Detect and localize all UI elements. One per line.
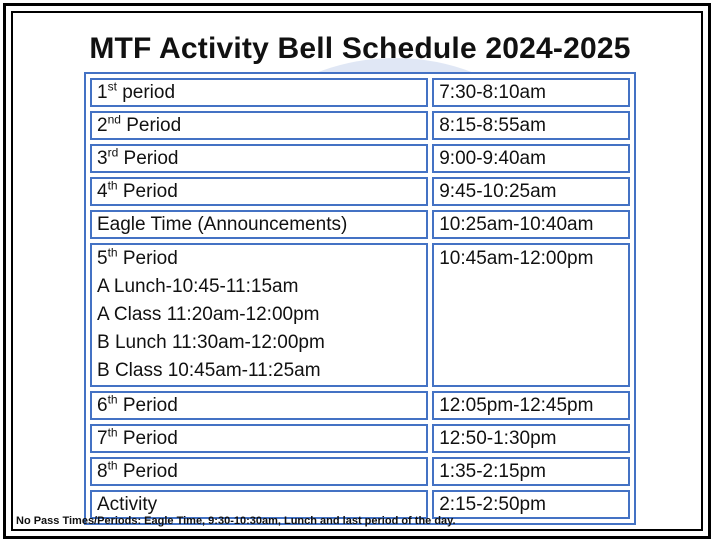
- period-label: Period: [118, 148, 179, 169]
- schedule-row: [90, 111, 630, 140]
- period-name: Eagle Time (Announcements): [97, 214, 348, 235]
- period-label: Period: [120, 115, 182, 136]
- ordinal-suffix: th: [107, 392, 118, 407]
- ordinal-suffix: nd: [107, 112, 121, 127]
- schedule-row: [90, 144, 630, 173]
- period-time-cell: [432, 490, 630, 519]
- schedule-row: [90, 243, 630, 387]
- schedule-row: [90, 457, 630, 486]
- lunch-detail-line: B Class 10:45am-11:25am: [97, 360, 321, 381]
- ordinal-suffix: th: [107, 458, 118, 473]
- period-time-cell: [432, 210, 630, 239]
- schedule-row: [90, 391, 630, 420]
- lunch-detail-line: A Lunch-10:45-11:15am: [97, 276, 299, 297]
- ordinal-suffix: st: [107, 79, 117, 94]
- period-number: 3: [97, 148, 108, 169]
- period-name: [97, 145, 179, 169]
- period-time-cell: [432, 457, 630, 486]
- period-name: [97, 79, 176, 103]
- period-name-cell: [90, 457, 428, 486]
- period-name: Activity: [97, 494, 158, 515]
- period-label: Period: [117, 461, 178, 482]
- period-time: 12:50-1:30pm: [439, 428, 557, 449]
- period-name-cell: [90, 210, 428, 239]
- period-name: [97, 178, 178, 202]
- period-time-cell: [432, 177, 630, 206]
- period-time-cell: [432, 243, 630, 387]
- ordinal-suffix: rd: [107, 145, 119, 160]
- period-number: 8: [97, 461, 108, 482]
- period-label: Period: [117, 428, 178, 449]
- period-label: Period: [117, 181, 178, 202]
- footnote: No Pass Times/Periods: Eagle Time, 9:30-10:30am, Lunch and last period of the day.: [16, 515, 456, 527]
- period-number: 2: [97, 115, 108, 136]
- schedule-row: [90, 424, 630, 453]
- period-time-cell: [432, 144, 630, 173]
- period-time: 9:45-10:25am: [439, 181, 557, 202]
- period-time-cell: [432, 424, 630, 453]
- period-name: [97, 112, 182, 136]
- schedule-row: [90, 210, 630, 239]
- period-name: [97, 458, 178, 482]
- period-time: 9:00-9:40am: [439, 148, 546, 169]
- period-number: 4: [97, 181, 108, 202]
- lunch-detail-line: A Class 11:20am-12:00pm: [97, 304, 320, 325]
- period-time: 1:35-2:15pm: [439, 461, 546, 482]
- period-time: 10:45am-12:00pm: [439, 248, 594, 269]
- period-time-cell: [432, 78, 630, 107]
- bell-schedule-table: [84, 72, 636, 525]
- period-name-cell: [90, 111, 428, 140]
- period-time-cell: [432, 391, 630, 420]
- period-time: 10:25am-10:40am: [439, 214, 594, 235]
- page-title: MTF Activity Bell Schedule 2024-2025: [89, 32, 631, 65]
- period-time: 2:15-2:50pm: [439, 494, 546, 515]
- period-number: 6: [97, 395, 108, 416]
- period-time: 8:15-8:55am: [439, 115, 546, 136]
- period-time-cell: [432, 111, 630, 140]
- period-label: Period: [117, 248, 178, 269]
- period-label: period: [116, 82, 176, 103]
- period-name-cell: [90, 424, 428, 453]
- period-name: [97, 392, 178, 416]
- schedule-row: [90, 177, 630, 206]
- period-time: 12:05pm-12:45pm: [439, 395, 594, 416]
- period-name-cell: [90, 391, 428, 420]
- period-name-cell: [90, 144, 428, 173]
- ordinal-suffix: th: [107, 245, 118, 260]
- period-name-cell: [90, 177, 428, 206]
- period-number: 5: [97, 248, 108, 269]
- period-label: Period: [117, 395, 178, 416]
- period-name-cell: [90, 78, 428, 107]
- period-time: 7:30-8:10am: [439, 82, 546, 103]
- ordinal-suffix: th: [107, 425, 118, 440]
- lunch-detail-line: B Lunch 11:30am-12:00pm: [97, 332, 325, 353]
- period-name-cell: [90, 243, 428, 387]
- period-number: 1: [97, 82, 108, 103]
- period-name: [97, 245, 421, 273]
- period-number: 7: [97, 428, 108, 449]
- period-name: [97, 425, 178, 449]
- ordinal-suffix: th: [107, 178, 118, 193]
- schedule-row: [90, 78, 630, 107]
